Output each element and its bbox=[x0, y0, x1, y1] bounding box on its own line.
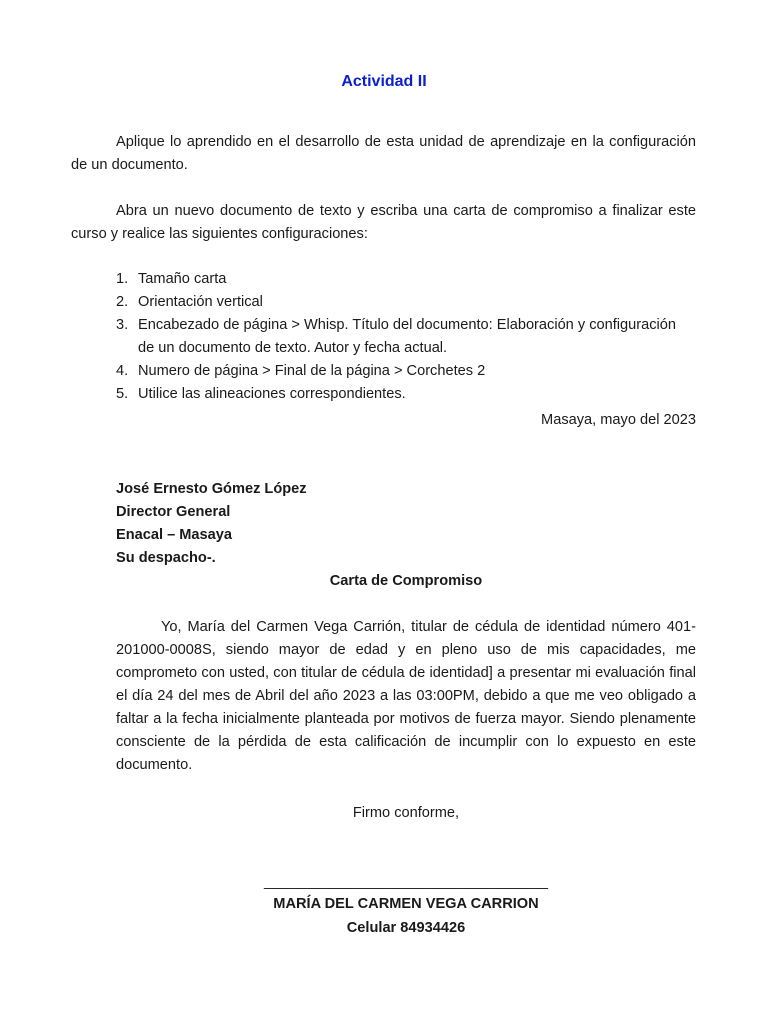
list-number: 2. bbox=[116, 294, 129, 310]
list-number: 3. bbox=[116, 317, 129, 333]
recipient-org: Enacal – Masaya bbox=[116, 527, 233, 543]
letter-heading: Carta de Compromiso bbox=[329, 573, 483, 589]
place-date: Masaya, mayo del 2023 bbox=[541, 412, 696, 428]
list-text: Tamaño carta bbox=[138, 271, 227, 287]
page-title: Actividad II bbox=[341, 73, 427, 90]
letter-closing: Firmo conforme, bbox=[352, 805, 460, 821]
instructions-paragraph: Abra un nuevo documento de texto y escriba una carta de compromiso a finalizar este curso y realice las siguientes configuraciones: bbox=[71, 203, 696, 242]
list-item bbox=[116, 383, 696, 406]
list-item bbox=[116, 291, 696, 314]
recipient-title: Director General bbox=[116, 504, 231, 520]
list-number: 1. bbox=[116, 271, 129, 287]
recipient-block bbox=[116, 478, 307, 570]
list-item bbox=[116, 268, 696, 291]
list-text: Utilice las alineaciones correspondientes. bbox=[138, 386, 406, 402]
list-item bbox=[116, 360, 696, 383]
list-text: Numero de página > Final de la página > Corchetes 2 bbox=[138, 363, 486, 379]
list-number: 4. bbox=[116, 363, 129, 379]
list-text: Orientación vertical bbox=[138, 294, 263, 310]
letter-body: Yo, María del Carmen Vega Carrión, titular de cédula de identidad número 401-201000-0008S, siendo mayor de edad y en pleno uso de mis capacidades, me comprometo con usted, con titular de cédula de identidad] a presentar mi evaluación final el día 24 del mes de Abril del año 2023 a las 03:00PM, debido a que me veo obligado a faltar a la fecha inicialmente planteada por motivos de fuerza mayor. Siendo plenamente consciente de la pérdida de esta calificación de incumplir con lo expuesto en este documento. bbox=[116, 619, 696, 773]
intro-paragraph: Aplique lo aprendido en el desarrollo de esta unidad de aprendizaje en la configuración de un documento. bbox=[71, 134, 696, 173]
signer-phone: Celular 84934426 bbox=[346, 920, 466, 936]
recipient-name: José Ernesto Gómez López bbox=[116, 481, 307, 497]
list-item bbox=[116, 314, 696, 360]
recipient-office: Su despacho-. bbox=[116, 550, 216, 566]
steps-list bbox=[116, 268, 696, 406]
list-number: 5. bbox=[116, 386, 129, 402]
list-text: Encabezado de página > Whisp. Título del documento: Elaboración y configuración de un documento de texto. Autor y fecha actual. bbox=[138, 317, 677, 356]
signer-name: MARÍA DEL CARMEN VEGA CARRION bbox=[273, 896, 539, 912]
signature-line: ___________________________________ bbox=[263, 874, 549, 890]
